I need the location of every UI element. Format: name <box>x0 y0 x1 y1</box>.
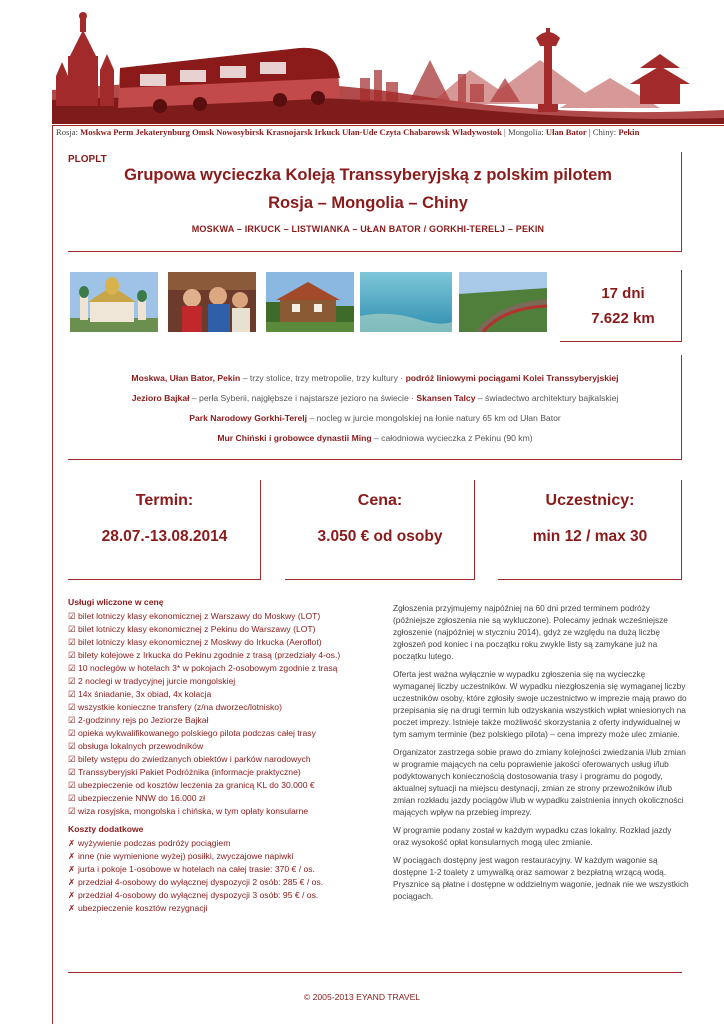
terms-paragraph: Organizator zastrzega sobie prawo do zmiany kolejności zwiedzania i/lub zmian w programie mających na celu poprawienie jakości oferowanych usług i/lub podyktowanych koniecznością dostosowania trasy i programu do pogody, aktualnej sytuacji na miejscu destynacji, zmian ze strony przewoźników i/lub zmian rozkładu jazdy pociągów i/lub w wypadku zaistnienia innych okoliczności mających wpływ na przebieg imprezy. <box>393 747 686 817</box>
highlight-row: Jezioro Bajkał – perła Syberii, najgłębsze i najstarsze jezioro na świecie · Skansen Talcy – świadectwo architektury bajkalskiej <box>131 393 619 403</box>
stats-frame <box>560 270 682 342</box>
termin-value: 28.07.-13.08.2014 <box>101 528 228 545</box>
list-item-text: przedział 4-osobowy do wyłącznej dyspozycji 3 osób: 95 € / os. <box>78 890 319 900</box>
trip-duration: 17 dni <box>601 285 645 302</box>
price-value: 3.050 € od osoby <box>317 528 443 545</box>
highlights-frame <box>68 355 682 460</box>
terms-paragraph: Oferta jest ważna wyłącznie w wypadku zgłoszenia się na wycieczkę wymaganej liczby uczestników. W wypadku niezgłoszenia się wymaganej liczby uczestników osoby, które zgłosiły swoje uczestnictwo w imprezie mają prawo do przepisania się na drugi termin lub odzyskania wszystkich wpłat wniesionych na poczet imprezy. Istnieje także możliwość skorzystania z oferty indywidualnej w tym samym terminie (bez polskiego pilota) – cena imprezy może ulec zmianie. <box>393 669 687 739</box>
checkbox-icon: ☑ <box>68 676 76 686</box>
list-item <box>68 779 378 792</box>
excluded-list <box>68 837 378 915</box>
list-item-text: wszystkie konieczne transfery (z/na dworzec/lotnisko) <box>78 702 282 712</box>
list-item <box>68 837 378 850</box>
mongolia-label: Mongolia: <box>507 127 544 137</box>
separator: | <box>588 127 591 137</box>
cross-icon: ✗ <box>68 851 76 861</box>
terms-paragraph: W programie podany został w każdym wypadku czas lokalny. Rozkład jazdy oraz wysokość opłat konsularnych mogą ulec zmianie. <box>393 825 672 847</box>
included-list <box>68 610 378 818</box>
list-item-text: 14x śniadanie, 3x obiad, 4x kolacja <box>78 689 212 699</box>
footer-copyright: © 2005-2013 EYAND TRAVEL <box>303 992 421 1002</box>
list-item <box>68 610 378 623</box>
russia-cities: Moskwa Perm Jekaterynburg Omsk Nowosybirsk Krasnojarsk Irkuck Ułan-Ude Czyta Chabarowsk Władywostok <box>80 127 502 137</box>
checkbox-icon: ☑ <box>68 611 76 621</box>
list-item-text: jurta i pokoje 1-osobowe w hotelach na całej trasie: 370 € / os. <box>78 864 315 874</box>
list-item <box>68 792 378 805</box>
checkbox-icon: ☑ <box>68 715 76 725</box>
list-item-text: bilet lotniczy klasy ekonomicznej z Warszawy do Moskwy (LOT) <box>78 611 321 621</box>
list-item <box>68 902 378 915</box>
china-cities: Pekin <box>618 127 640 137</box>
services-lists <box>68 597 378 915</box>
offer-code: PLOPLT <box>68 154 107 165</box>
checkbox-icon: ☑ <box>68 741 76 751</box>
list-item-text: obsługa lokalnych przewodników <box>78 741 204 751</box>
list-item <box>68 714 378 727</box>
list-item <box>68 766 378 779</box>
list-item <box>68 863 378 876</box>
list-item-text: ubezpieczenie kosztów rezygnacji <box>78 903 208 913</box>
list-item-text: wyżywienie podczas podróży pociągiem <box>78 838 231 848</box>
list-item-text: bilety wstępu do zwiedzanych obiektów i parków narodowych <box>78 754 311 764</box>
route-line: MOSKWA – IRKUCK – LISTWIANKA – UŁAN BATOR / GORKHI-TERELJ – PEKIN <box>191 224 545 234</box>
checkbox-icon: ☑ <box>68 754 76 764</box>
list-item-text: ubezpieczenie od kosztów leczenia za granicą KL do 30.000 € <box>78 780 315 790</box>
checkbox-icon: ☑ <box>68 689 76 699</box>
checkbox-icon: ☑ <box>68 780 76 790</box>
list-item-text: opieka wykwalifikowanego polskiego pilota podczas całej trasy <box>78 728 316 738</box>
list-item <box>68 805 378 818</box>
cross-icon: ✗ <box>68 877 76 887</box>
checkbox-icon: ☑ <box>68 728 76 738</box>
price-label: Cena: <box>357 492 403 509</box>
list-item <box>68 850 378 863</box>
highlight-row: Moskwa, Ułan Bator, Pekin – trzy stolice, trzy metropolie, trzy kultury · podróż liniowymi pociągami Kolei Transsyberyjskiej <box>131 373 619 383</box>
bottom-rule <box>68 972 682 973</box>
list-item <box>68 636 378 649</box>
checkbox-icon: ☑ <box>68 637 76 647</box>
list-item-text: bilet lotniczy klasy ekonomicznej z Moskwy do Irkucka (Aeroflot) <box>78 637 322 647</box>
checkbox-icon: ☑ <box>68 624 76 634</box>
trip-distance: 7.622 km <box>591 310 655 327</box>
terms-text <box>393 602 689 908</box>
list-item <box>68 701 378 714</box>
list-item-text: ubezpieczenie NNW do 16.000 zł <box>78 793 206 803</box>
termin-label: Termin: <box>135 492 194 509</box>
list-item <box>68 727 378 740</box>
included-heading: Usługi wliczone w cenę <box>68 597 164 607</box>
list-item <box>68 889 378 902</box>
participants-label: Uczestnicy: <box>545 492 635 509</box>
cross-icon: ✗ <box>68 838 76 848</box>
list-item <box>68 662 378 675</box>
highlight-row: Park Narodowy Gorkhi-Terelj – nocleg w jurcie mongolskiej na łonie natury 65 km od Ułan Bator <box>189 413 561 423</box>
page-subtitle: Rosja – Mongolia – Chiny <box>268 194 468 212</box>
list-item <box>68 753 378 766</box>
photo-lake-baikal <box>360 272 452 332</box>
list-item-text: 2-godzinny rejs po Jeziorze Bajkał <box>78 715 209 725</box>
header-banner <box>0 0 724 137</box>
checkbox-icon: ☑ <box>68 702 76 712</box>
excluded-heading: Koszty dodatkowe <box>68 824 144 834</box>
terms-paragraph: W pociągach dostępny jest wagon restauracyjny. W każdym wagonie są dostępne 1-2 toalety z umywalką oraz samowar z bezpłatną wrzącą wodą. Prysznice są płatne i dostępne w oddzielnym wagonie, jednak nie we wszystkich pociągach. <box>393 855 689 901</box>
page-title: Grupowa wycieczka Koleją Transsyberyjską z polskim pilotem <box>124 166 612 184</box>
list-item <box>68 740 378 753</box>
checkbox-icon: ☑ <box>68 650 76 660</box>
list-item <box>68 688 378 701</box>
list-item-text: Transsyberyjski Pakiet Podróżnika (informacje praktyczne) <box>78 767 301 777</box>
list-item <box>68 623 378 636</box>
checkbox-icon: ☑ <box>68 663 76 673</box>
photo-railway <box>459 272 547 332</box>
list-item-text: wiza rosyjska, mongolska i chińska, w tym opłaty konsularne <box>78 806 309 816</box>
cross-icon: ✗ <box>68 864 76 874</box>
photo-cathedral <box>70 272 158 332</box>
mongolia-cities: Ułan Bator <box>545 127 587 137</box>
list-item-text: 10 noclegów w hotelach 3* w pokojach 2-osobowym zgodnie z trasą <box>78 663 338 673</box>
russia-label: Rosja: <box>56 127 78 137</box>
list-item-text: 2 noclegi w tradycyjnej jurcie mongolskiej <box>78 676 236 686</box>
cross-icon: ✗ <box>68 903 76 913</box>
list-item-text: bilety kolejowe z Irkucka do Pekinu zgodnie z trasą (przedziały 4-os.) <box>78 650 341 660</box>
photo-wooden-house <box>266 272 354 332</box>
separator: | <box>504 127 506 137</box>
left-rule <box>52 126 53 1024</box>
list-item <box>68 675 378 688</box>
list-item-text: bilet lotniczy klasy ekonomicznej z Pekinu do Warszawy (LOT) <box>78 624 316 634</box>
cross-icon: ✗ <box>68 890 76 900</box>
destinations-bar <box>52 125 724 139</box>
highlight-row: Mur Chiński i grobowce dynastii Ming – całodniowa wycieczka z Pekinu (90 km) <box>217 433 533 443</box>
list-item-text: inne (nie wymienione wyżej) posiłki, zwyczajowe napiwki <box>78 851 294 861</box>
checkbox-icon: ☑ <box>68 793 76 803</box>
participants-value: min 12 / max 30 <box>532 528 648 545</box>
checkbox-icon: ☑ <box>68 806 76 816</box>
photo-group <box>168 272 256 332</box>
train-illustration <box>0 0 724 126</box>
china-label: Chiny: <box>592 127 617 137</box>
list-item-text: przedział 4-osobowy do wyłącznej dyspozycji 2 osób: 285 € / os. <box>78 877 324 887</box>
terms-paragraph: Zgłoszenia przyjmujemy najpóźniej na 60 dni przed terminem podróży (późniejsze zgłoszenia nie są wykluczone). Polecamy jednak wcześniejsze zgłoszenie (najpóźniej w styczniu 2014), gdyż ze względu na dużą liczbę zgłoszeń pod koniec i na początku roku zwykle listy są zamykane już na początku lutego. <box>393 603 668 661</box>
list-item <box>68 649 378 662</box>
list-item <box>68 876 378 889</box>
checkbox-icon: ☑ <box>68 767 76 777</box>
